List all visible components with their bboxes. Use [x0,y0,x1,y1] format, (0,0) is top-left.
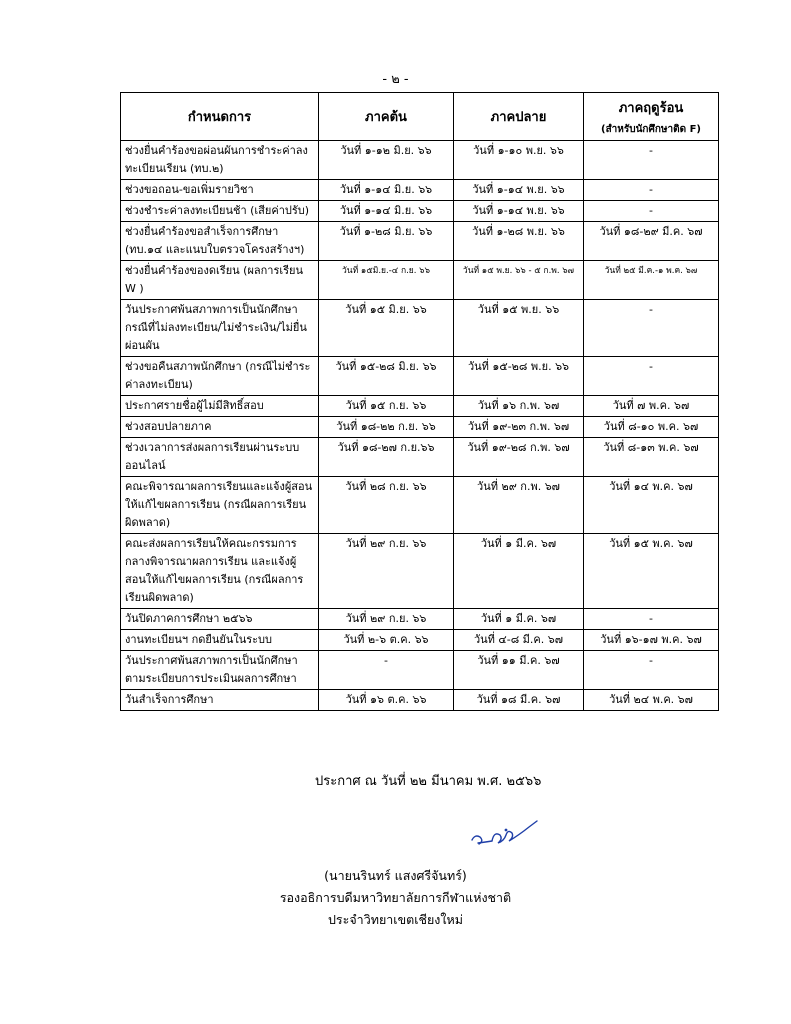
activity-cell: คณะส่งผลการเรียนให้คณะกรรมการกลางพิจารณาผลการเรียน และแจ้งผู้สอนให้แก้ไขผลการเรียน (กรณีผลการเรียนผิดพลาด) [121,534,319,609]
term1-date-cell: วันที่ ๑๕ มิ.ย. ๖๖ [319,300,454,357]
term2-date-cell: วันที่ ๑๙-๒๘ ก.พ. ๖๗ [454,438,584,477]
signatory-campus: ประจำวิทยาเขตเชียงใหม่ [327,912,463,927]
term2-date-cell: วันที่ ๑ มี.ค. ๖๗ [454,534,584,609]
term1-date-cell: วันที่ ๑๕มิ.ย.-๔ ก.ย. ๖๖ [319,261,454,300]
term1-date-cell: วันที่ ๑-๑๔ มิ.ย. ๖๖ [319,180,454,201]
summer-date-cell: วันที่ ๒๕ มี.ค.-๑ พ.ค. ๖๗ [584,261,719,300]
table-header-row [121,93,719,141]
activity-cell: ช่วงเวลาการส่งผลการเรียนผ่านระบบออนไลน์ [121,438,319,477]
summer-date-cell: วันที่ ๘-๑๐ พ.ค. ๖๗ [584,417,719,438]
table-row [121,201,719,222]
handwritten-signature [468,810,548,856]
signatory-position: รองอธิการบดีมหาวิทยาลัยการกีฬาแห่งชาติ [279,890,512,905]
term2-date-cell: วันที่ ๑-๑๔ พ.ย. ๖๖ [454,201,584,222]
activity-cell: ช่วงสอบปลายภาค [121,417,319,438]
term1-date-cell: วันที่ ๑๕-๒๘ มิ.ย. ๖๖ [319,357,454,396]
activity-cell: งานทะเบียนฯ กดยืนยันในระบบ [121,630,319,651]
header-summer [584,93,719,141]
summer-date-cell: วันที่ ๘-๑๓ พ.ค. ๖๗ [584,438,719,477]
summer-date-cell: วันที่ ๑๘-๒๙ มี.ค. ๖๗ [584,222,719,261]
term2-date-cell: วันที่ ๒๙ ก.พ. ๖๗ [454,477,584,534]
summer-date-cell: วันที่ ๑๔ พ.ค. ๖๗ [584,477,719,534]
term2-date-cell: วันที่ ๑๑ มี.ค. ๖๗ [454,651,584,690]
activity-cell: ประกาศรายชื่อผู้ไม่มีสิทธิ์สอบ [121,396,319,417]
activity-cell: ช่วงชำระค่าลงทะเบียนช้า (เสียค่าปรับ) [121,201,319,222]
summer-date-cell: - [584,180,719,201]
term1-date-cell: วันที่ ๑๘-๒๗ ก.ย.๖๖ [319,438,454,477]
table-row [121,417,719,438]
term1-date-cell: วันที่ ๑๘-๒๒ ก.ย. ๖๖ [319,417,454,438]
table-row [121,690,719,711]
table-row [121,300,719,357]
table-row [121,477,719,534]
summer-date-cell: - [584,201,719,222]
term2-date-cell: วันที่ ๑ มี.ค. ๖๗ [454,609,584,630]
table-row [121,357,719,396]
activity-cell: วันประกาศพ้นสภาพการเป็นนักศึกษาตามระเบียบการประเมินผลการศึกษา [121,651,319,690]
activity-cell: ช่วงขอคืนสภาพนักศึกษา (กรณีไม่ชำระค่าลงทะเบียน) [121,357,319,396]
term2-date-cell: วันที่ ๑-๑๔ พ.ย. ๖๖ [454,180,584,201]
table-row [121,651,719,690]
term2-date-cell: วันที่ ๑๕ พ.ย. ๖๖ - ๕ ก.พ. ๖๗ [454,261,584,300]
header-activity: กำหนดการ [121,93,319,141]
announcement-date: ประกาศ ณ วันที่ ๒๒ มีนาคม พ.ศ. ๒๕๖๖ [315,774,542,789]
table-row [121,438,719,477]
term2-date-cell: วันที่ ๑๘ มี.ค. ๖๗ [454,690,584,711]
academic-calendar-table [120,92,719,711]
activity-cell: วันปิดภาคการศึกษา ๒๕๖๖ [121,609,319,630]
signatory-name: (นายนรินทร์ แสงศรีจันทร์) [324,868,467,883]
activity-cell: ช่วงขอถอน-ขอเพิ่มรายวิชา [121,180,319,201]
table-row [121,222,719,261]
term1-date-cell: วันที่ ๑-๑๒ มิ.ย. ๖๖ [319,141,454,180]
table-row [121,609,719,630]
table-row [121,630,719,651]
term2-date-cell: วันที่ ๑๖ ก.พ. ๖๗ [454,396,584,417]
activity-cell: วันสำเร็จการศึกษา [121,690,319,711]
header-summer-note: (สำหรับนักศึกษาติด F) [601,123,701,135]
term2-date-cell: วันที่ ๑๙-๒๓ ก.พ. ๖๗ [454,417,584,438]
activity-cell: วันประกาศพ้นสภาพการเป็นนักศึกษา กรณีที่ไม่ลงทะเบียน/ไม่ชำระเงิน/ไม่ยื่นผ่อนผัน [121,300,319,357]
term2-date-cell: วันที่ ๑๕-๒๘ พ.ย. ๖๖ [454,357,584,396]
table-row [121,180,719,201]
term1-date-cell: วันที่ ๑๕ ก.ย. ๖๖ [319,396,454,417]
term2-date-cell: วันที่ ๑-๑๐ พ.ย. ๖๖ [454,141,584,180]
page-number: - ๒ - [382,72,409,87]
summer-date-cell: - [584,651,719,690]
table-row [121,396,719,417]
term2-date-cell: วันที่ ๑-๒๘ พ.ย. ๖๖ [454,222,584,261]
term1-date-cell: วันที่ ๒-๖ ต.ค. ๖๖ [319,630,454,651]
term1-date-cell: วันที่ ๑-๒๘ มิ.ย. ๖๖ [319,222,454,261]
table-row [121,534,719,609]
summer-date-cell: - [584,609,719,630]
term1-date-cell: วันที่ ๒๘ ก.ย. ๖๖ [319,477,454,534]
summer-date-cell: - [584,300,719,357]
term2-date-cell: วันที่ ๑๕ พ.ย. ๖๖ [454,300,584,357]
term1-date-cell: - [319,651,454,690]
header-summer-label: ภาคฤดูร้อน [618,100,684,116]
term1-date-cell: วันที่ ๒๙ ก.ย. ๖๖ [319,534,454,609]
term1-date-cell: วันที่ ๑-๑๔ มิ.ย. ๖๖ [319,201,454,222]
summer-date-cell: - [584,357,719,396]
summer-date-cell: วันที่ ๑๖-๑๗ พ.ค. ๖๗ [584,630,719,651]
activity-cell: ช่วงยื่นคำร้องของดเรียน (ผลการเรียน W ) [121,261,319,300]
activity-cell: ช่วงยื่นคำร้องขอผ่อนผันการชำระค่าลงทะเบียนเรียน (ทบ.๒) [121,141,319,180]
term1-date-cell: วันที่ ๒๙ ก.ย. ๖๖ [319,609,454,630]
header-term2: ภาคปลาย [454,93,584,141]
table-row [121,141,719,180]
summer-date-cell: วันที่ ๗ พ.ค. ๖๗ [584,396,719,417]
summer-date-cell: วันที่ ๑๕ พ.ค. ๖๗ [584,534,719,609]
activity-cell: คณะพิจารณาผลการเรียนและแจ้งผู้สอนให้แก้ไขผลการเรียน (กรณีผลการเรียนผิดพลาด) [121,477,319,534]
table-row [121,261,719,300]
summer-date-cell: วันที่ ๒๔ พ.ค. ๖๗ [584,690,719,711]
header-term1: ภาคต้น [319,93,454,141]
term1-date-cell: วันที่ ๑๖ ต.ค. ๖๖ [319,690,454,711]
summer-date-cell: - [584,141,719,180]
term2-date-cell: วันที่ ๔-๘ มี.ค. ๖๗ [454,630,584,651]
activity-cell: ช่วงยื่นคำร้องขอสำเร็จการศึกษา (ทบ.๑๔ และแนบใบตรวจโครงสร้างฯ) [121,222,319,261]
